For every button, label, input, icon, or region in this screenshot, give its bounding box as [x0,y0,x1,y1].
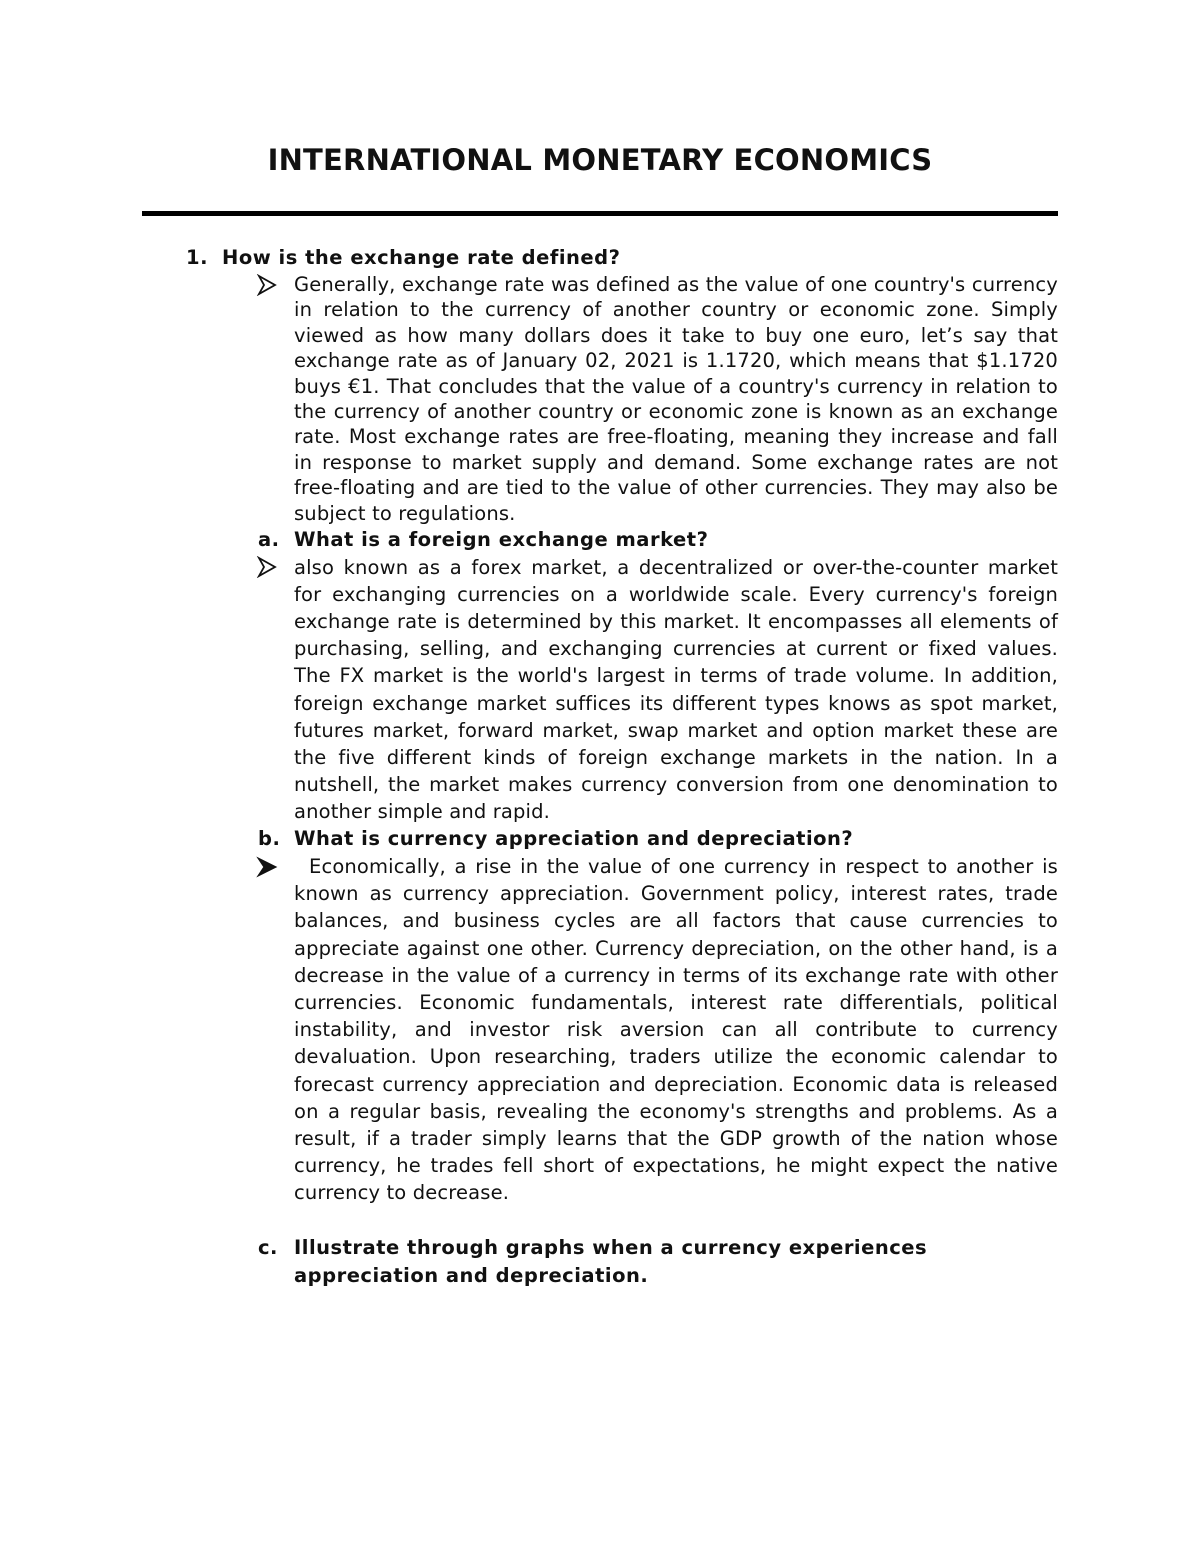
question-number: a. [258,528,280,552]
answer-text: Economically, a rise in the value of one currency in respect to another is known as currency appreciation. Government policy, interest rates, trade balances, and business cycles are all factors that cause currencies to appreciate against one other. Currency depreciation, on the other hand, is a decrease in the value of a currency in terms of its exchange rate with other currencies. Economic fundamentals, interest rate differentials, political instability, and investor risk aversion can all contribute to currency devaluation. Upon researching, traders utilize the economic calendar to forecast currency appreciation and depreciation. Economic data is released on a regular basis, revealing the economy's strengths and problems. As a result, if a trader simply learns that the GDP growth of the nation whose currency, he trades fell short of expectations, he might expect the native currency to decrease. [294,855,1058,1205]
question-number: c. [258,1235,278,1259]
answer-text: Generally, exchange rate was defined as the value of one country's currency in relation to the currency of another country or economic zone. Simply viewed as how many dollars does it take to buy one euro, let’s say that exchange rate as of January 02, 2021 is 1.1720, which means that $1.1720 buys €1. That concludes that the value of a country's currency in relation to the currency of another country or economic zone is known as an exchange rate. Most exchange rates are free-floating, meaning they increase and fall in response to market supply and demand. Some exchange rates are not free-floating and are tied to the value of other currencies. They may also be subject to regulations. [294,273,1058,525]
arrow-bullet-icon [256,556,278,578]
question-text: What is currency appreciation and depreciation? [294,827,854,850]
question-text: Illustrate through graphs when a currency experiences appreciation and depreciation. [294,1235,928,1287]
title-divider [142,211,1058,216]
question-number: b. [258,827,281,850]
question-b [0,825,1200,853]
question-a [0,526,1200,554]
spacer [0,1207,1200,1234]
question-text: How is the exchange rate defined? [222,246,621,269]
answer-paragraph [294,554,1058,825]
question-c [0,1234,1200,1290]
arrow-bullet-icon [256,856,278,878]
page-title: INTERNATIONAL MONETARY ECONOMICS [267,143,933,177]
document-body [0,244,1200,1290]
answer-paragraph [294,853,1058,1207]
question-text: What is a foreign exchange market? [294,528,709,552]
answer-paragraph [294,272,1058,526]
question-number: 1. [186,246,208,269]
answer-text: also known as a forex market, a decentralized or over-the-counter market for exchanging currencies on a worldwide scale. Every currency's foreign exchange rate is determined by this market. It encompasses all elements of purchasing, selling, and exchanging currencies at current or fixed values. The FX market is the world's largest in terms of trade volume. In addition, foreign exchange market suffices its different types knows as spot market, futures market, forward market, swap market and option market these are the five different kinds of foreign exchange markets in the nation. In a nutshell, the market makes currency conversion from one denomination to another simple and rapid. [294,556,1058,823]
arrow-bullet-icon [256,274,278,296]
question-1 [0,244,1200,272]
